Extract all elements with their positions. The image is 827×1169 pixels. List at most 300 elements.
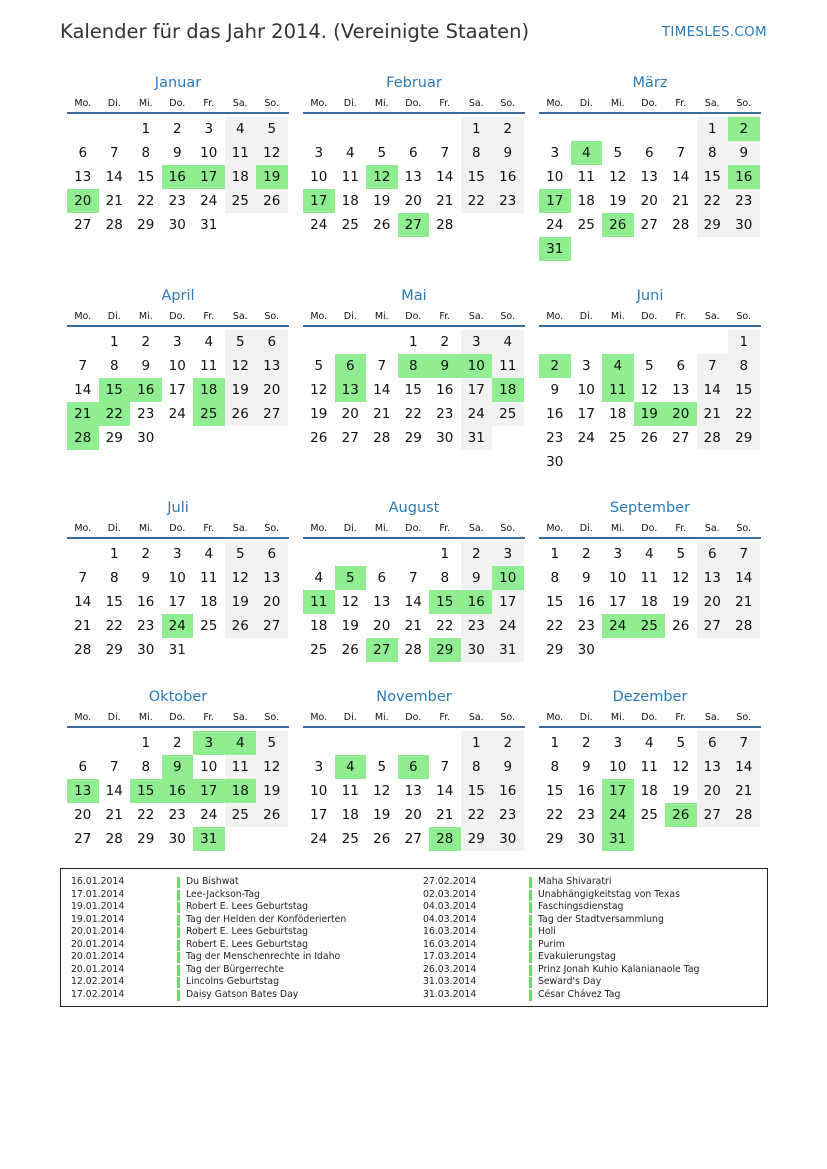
legend-holiday-name: Holi (538, 926, 556, 937)
day-cell: 12 (672, 570, 690, 586)
day-cell: 4 (571, 141, 603, 165)
day-cell: 18 (640, 783, 658, 799)
day-cell: 19 (225, 590, 257, 614)
holiday-marker-icon (529, 990, 532, 1001)
legend-date: 20.01.2014 (71, 938, 125, 950)
day-cell: 14 (74, 594, 92, 610)
day-cell: 8 (461, 755, 493, 779)
day-cell: 25 (640, 807, 658, 823)
day-cell: 6 (335, 354, 367, 378)
month-10 (67, 686, 289, 851)
day-cell: 28 (404, 642, 422, 658)
day-cell: 17 (193, 779, 225, 803)
day-cell: 9 (492, 141, 524, 165)
weekday-label: So. (500, 712, 516, 723)
weekday-label: Di. (107, 523, 121, 534)
day-cell: 4 (204, 334, 214, 350)
weekday-label: Mo. (310, 311, 328, 322)
day-cell: 24 (461, 402, 493, 426)
day-cell: 28 (728, 614, 760, 638)
day-cell: 14 (672, 169, 690, 185)
day-cell: 18 (225, 165, 257, 189)
legend-date: 27.02.2014 (423, 876, 477, 887)
day-cell: 22 (461, 189, 493, 213)
day-cell: 6 (78, 145, 88, 161)
weekday-label: Mo. (546, 523, 564, 534)
weekday-label: Do. (405, 712, 422, 723)
legend-date: 20.01.2014 (71, 926, 125, 937)
day-cell: 19 (225, 378, 257, 402)
holiday-marker-icon (177, 990, 180, 1001)
weekday-header (303, 519, 525, 539)
month-3 (539, 72, 761, 261)
weekday-label: Mi. (610, 523, 625, 534)
empty-cell (602, 330, 634, 354)
day-cell: 15 (105, 594, 123, 610)
weekday-label: Fr. (675, 712, 687, 723)
day-cell: 13 (335, 378, 367, 402)
day-cell: 6 (408, 145, 418, 161)
day-cell: 1 (550, 735, 560, 751)
day-cell: 20 (341, 406, 359, 422)
day-cell: 1 (109, 546, 119, 562)
day-cell: 5 (256, 117, 288, 141)
weekday-label: Mi. (374, 98, 389, 109)
holiday-marker-icon (529, 902, 532, 913)
page-title: Kalender für das Jahr 2014. (Vereinigte Staaten) (60, 20, 530, 43)
day-cell: 14 (105, 783, 123, 799)
day-cell: 26 (225, 402, 257, 426)
empty-cell (634, 117, 666, 141)
day-cell: 30 (577, 831, 595, 847)
day-cell: 9 (581, 570, 591, 586)
day-cell: 12 (225, 566, 257, 590)
day-cell: 4 (225, 731, 257, 755)
day-cell: 13 (256, 566, 288, 590)
day-cell: 29 (137, 831, 155, 847)
day-cell: 1 (440, 546, 450, 562)
day-cell: 13 (74, 169, 92, 185)
day-cell: 26 (665, 803, 697, 827)
weekday-label: Do. (169, 712, 186, 723)
weekday-label: Di. (579, 523, 593, 534)
legend-date: 31.03.2014 (423, 976, 477, 987)
day-cell: 29 (429, 638, 461, 662)
day-cell: 10 (310, 783, 328, 799)
legend-date: 16.03.2014 (423, 938, 477, 950)
weekday-label: Di. (579, 98, 593, 109)
weekday-header (303, 708, 525, 728)
day-cell: 12 (256, 141, 288, 165)
day-cell: 13 (640, 169, 658, 185)
day-cell: 17 (602, 779, 634, 803)
day-cell: 20 (256, 378, 288, 402)
month-name: November (376, 689, 452, 705)
day-cell: 7 (440, 145, 450, 161)
day-cell: 3 (550, 145, 560, 161)
day-cell: 28 (105, 217, 123, 233)
day-cell: 12 (225, 354, 257, 378)
day-cell: 16 (728, 165, 760, 189)
day-cell: 19 (373, 193, 391, 209)
empty-cell (366, 731, 398, 755)
day-cell: 17 (577, 406, 595, 422)
day-cell: 9 (581, 759, 591, 775)
day-cell: 14 (404, 594, 422, 610)
day-cell: 20 (256, 590, 288, 614)
day-cell: 11 (200, 570, 218, 586)
day-cell: 3 (314, 759, 324, 775)
day-cell: 26 (341, 642, 359, 658)
day-cell: 21 (728, 779, 760, 803)
day-cell: 21 (436, 807, 454, 823)
legend-row (413, 876, 699, 889)
legend-row (61, 926, 346, 939)
day-cell: 22 (105, 618, 123, 634)
day-cell: 27 (74, 217, 92, 233)
day-cell: 30 (728, 213, 760, 237)
legend-holiday-name: Purim (538, 938, 565, 950)
day-cell: 16 (461, 590, 493, 614)
day-cell: 27 (256, 402, 288, 426)
legend-row (61, 901, 346, 914)
day-cell: 7 (697, 354, 729, 378)
day-cell: 8 (728, 354, 760, 378)
day-cell: 30 (436, 430, 454, 446)
weekday-label: Fr. (675, 523, 687, 534)
day-cell: 28 (436, 217, 454, 233)
day-cell: 17 (168, 594, 186, 610)
day-cell: 25 (193, 402, 225, 426)
weekday-label: Sa. (232, 311, 248, 322)
day-cell: 26 (672, 618, 690, 634)
weekday-label: Mo. (74, 712, 92, 723)
holiday-marker-icon (529, 890, 532, 901)
legend-holiday-name: Maha Shivaratri (538, 876, 612, 887)
day-cell: 3 (461, 330, 493, 354)
day-cell: 10 (461, 354, 493, 378)
day-cell: 26 (256, 803, 288, 827)
day-grid (67, 731, 289, 851)
legend-date: 16.01.2014 (71, 876, 125, 887)
day-cell: 25 (341, 831, 359, 847)
legend-date: 20.01.2014 (71, 951, 125, 962)
day-cell: 11 (640, 570, 658, 586)
day-cell: 22 (697, 189, 729, 213)
day-cell: 19 (634, 402, 666, 426)
day-cell: 17 (193, 165, 225, 189)
day-cell: 12 (341, 594, 359, 610)
weekday-label: Mi. (138, 98, 153, 109)
day-cell: 23 (728, 189, 760, 213)
month-name: Dezember (612, 689, 688, 705)
day-cell: 13 (672, 382, 690, 398)
day-cell: 10 (168, 358, 186, 374)
day-cell: 14 (74, 382, 92, 398)
day-cell: 31 (492, 638, 524, 662)
day-cell: 4 (204, 546, 214, 562)
weekday-label: Di. (343, 712, 357, 723)
day-cell: 16 (436, 382, 454, 398)
day-cell: 15 (99, 378, 131, 402)
weekday-label: Mo. (310, 712, 328, 723)
day-cell: 17 (303, 189, 335, 213)
month-8 (303, 497, 525, 662)
day-cell: 22 (137, 807, 155, 823)
weekday-label: So. (500, 98, 516, 109)
legend-date: 02.03.2014 (423, 888, 477, 900)
day-cell: 13 (67, 779, 99, 803)
day-cell: 4 (492, 330, 524, 354)
day-cell: 19 (672, 783, 690, 799)
legend-holiday-name: Tag der Bürgerrechte (186, 963, 285, 975)
weekday-label: Sa. (704, 311, 720, 322)
day-cell: 26 (310, 430, 328, 446)
weekday-label: Sa. (704, 523, 720, 534)
day-cell: 3 (172, 334, 182, 350)
weekday-label: Sa. (232, 523, 248, 534)
weekday-label: Fr. (203, 712, 215, 723)
day-cell: 23 (492, 189, 524, 213)
legend-row (61, 876, 346, 889)
day-cell: 5 (644, 358, 654, 374)
holiday-marker-icon (177, 927, 180, 938)
day-cell: 1 (697, 117, 729, 141)
day-cell: 24 (577, 430, 595, 446)
holiday-marker-icon (177, 902, 180, 913)
day-cell: 29 (728, 426, 760, 450)
empty-cell (398, 731, 430, 755)
legend-row (413, 976, 699, 989)
day-cell: 31 (200, 217, 218, 233)
weekday-label: Do. (405, 523, 422, 534)
day-cell: 3 (613, 735, 623, 751)
legend-row (413, 964, 699, 977)
holiday-marker-icon (177, 940, 180, 951)
day-cell: 8 (697, 141, 729, 165)
month-5 (303, 285, 525, 450)
day-cell: 25 (609, 430, 627, 446)
day-cell: 30 (577, 642, 595, 658)
day-cell: 30 (137, 430, 155, 446)
brand-link[interactable]: TIMESLES.COM (661, 24, 767, 40)
day-cell: 29 (546, 642, 564, 658)
day-cell: 17 (539, 189, 571, 213)
day-cell: 16 (492, 165, 524, 189)
day-cell: 12 (256, 755, 288, 779)
day-cell: 15 (130, 779, 162, 803)
day-cell: 28 (728, 803, 760, 827)
day-cell: 11 (341, 783, 359, 799)
day-cell: 7 (109, 759, 119, 775)
weekday-label: Mo. (546, 98, 564, 109)
legend-holiday-name: Seward's Day (538, 976, 602, 987)
day-cell: 6 (256, 330, 288, 354)
holiday-marker-icon (529, 915, 532, 926)
holiday-marker-icon (529, 877, 532, 888)
day-cell: 30 (168, 217, 186, 233)
day-cell: 23 (492, 803, 524, 827)
empty-cell (67, 731, 99, 755)
holiday-marker-icon (177, 965, 180, 976)
day-cell: 9 (461, 566, 493, 590)
day-cell: 18 (577, 193, 595, 209)
day-cell: 2 (141, 334, 151, 350)
day-cell: 23 (577, 807, 595, 823)
day-cell: 5 (256, 731, 288, 755)
day-cell: 21 (373, 406, 391, 422)
day-cell: 25 (200, 618, 218, 634)
day-cell: 28 (105, 831, 123, 847)
day-cell: 3 (172, 546, 182, 562)
legend-holiday-name: Lee-Jackson-Tag (186, 888, 260, 900)
day-cell: 15 (461, 779, 493, 803)
weekday-label: Do. (169, 523, 186, 534)
day-cell: 13 (404, 169, 422, 185)
day-cell: 23 (577, 618, 595, 634)
day-cell: 18 (193, 378, 225, 402)
legend-row (61, 939, 346, 952)
weekday-label: Do. (641, 523, 658, 534)
legend-column-left (61, 876, 346, 1001)
day-cell: 22 (99, 402, 131, 426)
day-cell: 12 (672, 759, 690, 775)
legend-holiday-name: Lincolns Geburtstag (186, 976, 280, 987)
month-12 (539, 686, 761, 851)
day-grid (303, 330, 525, 450)
weekday-header (67, 94, 289, 114)
day-cell: 13 (256, 354, 288, 378)
weekday-label: Mo. (74, 523, 92, 534)
holiday-marker-icon (177, 952, 180, 963)
legend-row (413, 901, 699, 914)
day-cell: 28 (373, 430, 391, 446)
day-cell: 7 (728, 542, 760, 566)
legend-row (413, 914, 699, 927)
empty-cell (366, 117, 398, 141)
weekday-label: Mi. (610, 311, 625, 322)
day-cell: 8 (109, 570, 119, 586)
legend-date: 31.03.2014 (423, 988, 477, 1000)
day-cell: 20 (697, 779, 729, 803)
day-cell: 4 (644, 735, 654, 751)
day-cell: 25 (492, 402, 524, 426)
legend-date: 17.02.2014 (71, 988, 125, 1000)
day-cell: 7 (440, 759, 450, 775)
day-cell: 2 (492, 731, 524, 755)
day-cell: 24 (310, 217, 328, 233)
day-cell: 4 (644, 546, 654, 562)
weekday-header (539, 708, 761, 728)
day-cell: 24 (168, 406, 186, 422)
weekday-label: Di. (343, 98, 357, 109)
day-cell: 6 (697, 542, 729, 566)
month-name: Juli (167, 500, 189, 516)
day-cell: 17 (461, 378, 493, 402)
weekday-label: Mi. (374, 523, 389, 534)
weekday-label: Fr. (675, 311, 687, 322)
day-cell: 14 (728, 566, 760, 590)
day-cell: 12 (373, 783, 391, 799)
weekday-label: Do. (405, 98, 422, 109)
weekday-label: So. (264, 98, 280, 109)
day-cell: 5 (225, 330, 257, 354)
weekday-label: So. (736, 712, 752, 723)
legend-holiday-name: Tag der Helden der Konföderierten (186, 913, 347, 925)
day-cell: 10 (200, 145, 218, 161)
day-grid (539, 117, 761, 261)
day-cell: 17 (492, 590, 524, 614)
day-grid (539, 731, 761, 851)
day-cell: 11 (640, 759, 658, 775)
day-cell: 26 (373, 831, 391, 847)
month-name: Mai (401, 288, 427, 304)
weekday-label: Fr. (203, 311, 215, 322)
day-cell: 14 (373, 382, 391, 398)
day-grid (67, 330, 289, 450)
holiday-marker-icon (529, 940, 532, 951)
day-cell: 20 (665, 402, 697, 426)
empty-cell (366, 542, 398, 566)
legend-row (61, 889, 346, 902)
weekday-label: So. (500, 523, 516, 534)
day-cell: 11 (303, 590, 335, 614)
day-cell: 25 (225, 803, 257, 827)
day-cell: 21 (672, 193, 690, 209)
day-cell: 16 (492, 779, 524, 803)
day-cell: 6 (377, 570, 387, 586)
day-grid (303, 731, 525, 851)
weekday-label: Mi. (138, 712, 153, 723)
day-cell: 23 (137, 406, 155, 422)
weekday-label: Sa. (232, 712, 248, 723)
day-cell: 27 (697, 614, 729, 638)
month-7 (67, 497, 289, 662)
day-cell: 9 (141, 358, 151, 374)
empty-cell (571, 330, 603, 354)
legend-holiday-name: Daisy Gatson Bates Day (186, 988, 299, 1000)
empty-cell (602, 117, 634, 141)
day-cell: 10 (546, 169, 564, 185)
day-cell: 26 (602, 213, 634, 237)
day-cell: 5 (613, 145, 623, 161)
day-cell: 19 (609, 193, 627, 209)
day-cell: 14 (697, 378, 729, 402)
day-cell: 1 (461, 731, 493, 755)
weekday-label: Do. (405, 311, 422, 322)
day-cell: 19 (373, 807, 391, 823)
day-cell: 1 (550, 546, 560, 562)
day-cell: 3 (581, 358, 591, 374)
weekday-header (67, 708, 289, 728)
day-cell: 22 (728, 402, 760, 426)
day-cell: 20 (640, 193, 658, 209)
legend-column-right (413, 876, 699, 1001)
weekday-label: Mo. (310, 98, 328, 109)
day-cell: 11 (341, 169, 359, 185)
day-cell: 3 (314, 145, 324, 161)
month-name: März (632, 75, 668, 91)
weekday-label: Mo. (546, 712, 564, 723)
month-name: August (388, 500, 440, 516)
weekday-label: Mi. (138, 311, 153, 322)
day-cell: 8 (550, 570, 560, 586)
day-cell: 30 (546, 454, 564, 470)
day-cell: 16 (546, 406, 564, 422)
day-cell: 11 (602, 378, 634, 402)
weekday-label: Do. (641, 311, 658, 322)
empty-cell (665, 330, 697, 354)
